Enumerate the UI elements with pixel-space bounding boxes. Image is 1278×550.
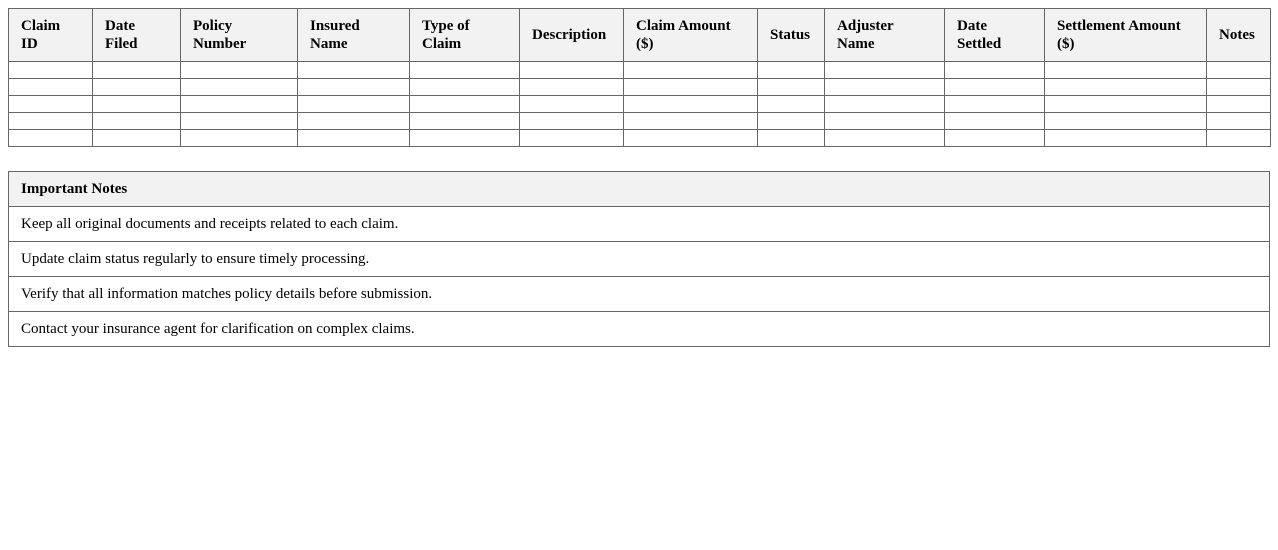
table-cell[interactable] — [1207, 62, 1271, 79]
table-cell[interactable] — [298, 113, 410, 130]
table-cell[interactable] — [9, 113, 93, 130]
table-cell[interactable] — [945, 113, 1045, 130]
table-cell[interactable] — [758, 79, 825, 96]
notes-header-row — [9, 172, 1270, 207]
table-cell[interactable] — [410, 96, 520, 113]
table-cell[interactable] — [181, 113, 298, 130]
header-settlement-amount: Settlement Amount ($) — [1045, 9, 1207, 62]
table-cell[interactable] — [9, 62, 93, 79]
table-cell[interactable] — [1045, 79, 1207, 96]
table-cell[interactable] — [520, 113, 624, 130]
header-date-settled: Date Settled — [945, 9, 1045, 62]
table-cell[interactable] — [1045, 130, 1207, 147]
table-cell[interactable] — [181, 130, 298, 147]
table-cell[interactable] — [410, 130, 520, 147]
table-row — [9, 113, 1271, 130]
table-cell[interactable] — [181, 79, 298, 96]
table-cell[interactable] — [825, 62, 945, 79]
table-row — [9, 79, 1271, 96]
table-cell[interactable] — [1045, 62, 1207, 79]
header-description: Description — [520, 9, 624, 62]
table-cell[interactable] — [945, 96, 1045, 113]
header-insured-name: Insured Name — [298, 9, 410, 62]
table-cell[interactable] — [758, 62, 825, 79]
table-cell[interactable] — [758, 113, 825, 130]
table-cell[interactable] — [825, 130, 945, 147]
note-item: Contact your insurance agent for clarification on complex claims. — [9, 312, 1270, 347]
header-type-of-claim: Type of Claim — [410, 9, 520, 62]
table-cell[interactable] — [1207, 130, 1271, 147]
table-cell[interactable] — [520, 130, 624, 147]
table-cell[interactable] — [624, 113, 758, 130]
note-row — [9, 242, 1270, 277]
table-cell[interactable] — [1207, 96, 1271, 113]
table-cell[interactable] — [1045, 113, 1207, 130]
header-claim-id: Claim ID — [9, 9, 93, 62]
table-cell[interactable] — [1207, 113, 1271, 130]
notes-title: Important Notes — [9, 172, 1270, 207]
table-cell[interactable] — [298, 62, 410, 79]
header-notes: Notes — [1207, 9, 1271, 62]
table-cell[interactable] — [825, 113, 945, 130]
table-row — [9, 62, 1271, 79]
table-cell[interactable] — [181, 62, 298, 79]
table-cell[interactable] — [181, 96, 298, 113]
table-cell[interactable] — [945, 130, 1045, 147]
table-cell[interactable] — [93, 96, 181, 113]
page-content — [8, 8, 1270, 347]
table-cell[interactable] — [624, 96, 758, 113]
table-cell[interactable] — [520, 62, 624, 79]
table-cell[interactable] — [945, 62, 1045, 79]
claims-table-body — [9, 62, 1271, 147]
table-cell[interactable] — [825, 96, 945, 113]
table-cell[interactable] — [410, 79, 520, 96]
header-adjuster-name: Adjuster Name — [825, 9, 945, 62]
table-cell[interactable] — [758, 130, 825, 147]
table-cell[interactable] — [298, 79, 410, 96]
table-cell[interactable] — [1207, 79, 1271, 96]
table-cell[interactable] — [9, 79, 93, 96]
note-item: Update claim status regularly to ensure timely processing. — [9, 242, 1270, 277]
note-row — [9, 207, 1270, 242]
table-cell[interactable] — [93, 130, 181, 147]
table-cell[interactable] — [825, 79, 945, 96]
table-cell[interactable] — [1045, 96, 1207, 113]
note-row — [9, 312, 1270, 347]
table-cell[interactable] — [520, 96, 624, 113]
table-row — [9, 130, 1271, 147]
table-cell[interactable] — [410, 113, 520, 130]
table-cell[interactable] — [93, 79, 181, 96]
table-cell[interactable] — [945, 79, 1045, 96]
table-cell[interactable] — [298, 96, 410, 113]
table-cell[interactable] — [758, 96, 825, 113]
table-row — [9, 96, 1271, 113]
header-status: Status — [758, 9, 825, 62]
notes-table — [8, 171, 1270, 347]
table-cell[interactable] — [520, 79, 624, 96]
note-item: Keep all original documents and receipts related to each claim. — [9, 207, 1270, 242]
claims-table — [8, 8, 1271, 147]
table-cell[interactable] — [93, 113, 181, 130]
table-cell[interactable] — [9, 96, 93, 113]
table-cell[interactable] — [9, 130, 93, 147]
table-cell[interactable] — [624, 62, 758, 79]
table-cell[interactable] — [624, 130, 758, 147]
header-claim-amount: Claim Amount ($) — [624, 9, 758, 62]
table-cell[interactable] — [298, 130, 410, 147]
table-cell[interactable] — [624, 79, 758, 96]
claims-header-row — [9, 9, 1271, 62]
header-policy-number: Policy Number — [181, 9, 298, 62]
table-cell[interactable] — [410, 62, 520, 79]
note-item: Verify that all information matches policy details before submission. — [9, 277, 1270, 312]
header-date-filed: Date Filed — [93, 9, 181, 62]
table-cell[interactable] — [93, 62, 181, 79]
note-row — [9, 277, 1270, 312]
